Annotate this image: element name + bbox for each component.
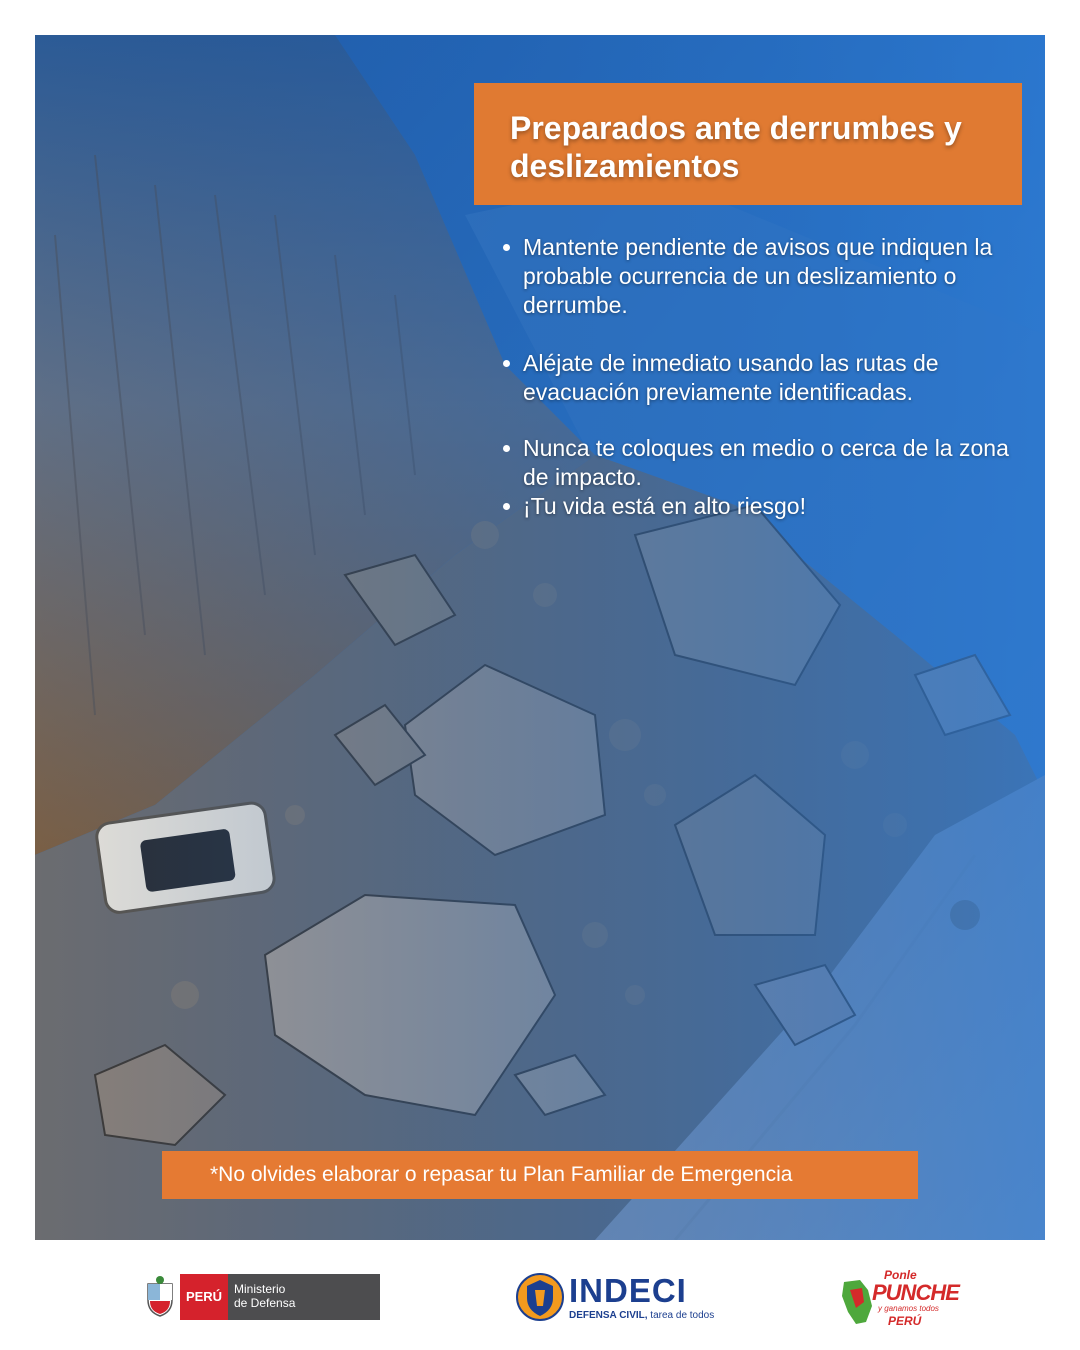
- list-item: ¡Tu vida está en alto riesgo!: [495, 492, 1015, 521]
- indeci-logo: [515, 1270, 715, 1326]
- bullet-icon: [503, 445, 510, 452]
- title-banner: [474, 83, 1022, 205]
- peru-label: PERÚ: [180, 1274, 228, 1320]
- ponle-punche-logo: Ponle PUNCHE y ganamos todos PERÚ: [838, 1266, 953, 1334]
- bullet-icon: [503, 503, 510, 510]
- poster: [35, 35, 1045, 1240]
- mindef-logo: [140, 1274, 380, 1320]
- bullet-icon: [503, 360, 510, 367]
- footer-note: *No olvides elaborar o repasar tu Plan Familiar de Emergencia: [162, 1151, 918, 1199]
- list-item: Aléjate de inmediato usando las rutas de evacuación previamente identificadas.: [495, 349, 1015, 407]
- indeci-tagline: DEFENSA CIVIL, tarea de todos: [569, 1310, 715, 1321]
- list-item: Nunca te coloques en medio o cerca de la zona de impacto.: [495, 434, 1015, 492]
- indeci-name: INDECI: [569, 1272, 687, 1309]
- coat-of-arms-icon: [140, 1274, 180, 1320]
- bullet-icon: [503, 244, 510, 251]
- indeci-emblem-icon: [515, 1270, 565, 1324]
- page-title: Preparados ante derrumbes y deslizamientos: [510, 110, 962, 184]
- landslide-photo: [35, 35, 1045, 1240]
- ministry-label: Ministerio de Defensa: [228, 1274, 380, 1320]
- logo-footer: [0, 1240, 1080, 1350]
- list-item: Mantente pendiente de avisos que indiquen la probable ocurrencia de un deslizamiento o derrumbe.: [495, 233, 1015, 320]
